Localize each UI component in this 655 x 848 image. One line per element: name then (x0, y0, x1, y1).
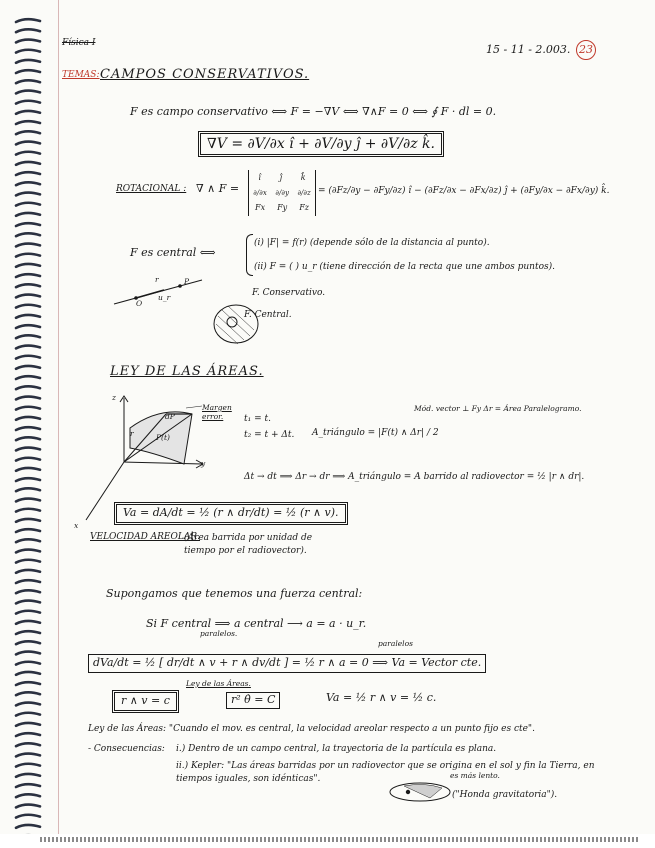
perforation-mark (408, 837, 410, 842)
spiral-coil (16, 80, 40, 83)
perforation-mark (392, 837, 394, 842)
perforation-mark (496, 837, 498, 842)
central-label: F es central ⟺ (130, 246, 216, 259)
kepler-orbit-sketch (384, 780, 454, 806)
perforation-mark (316, 837, 318, 842)
label-o: O (136, 299, 143, 308)
perforation-mark (412, 837, 414, 842)
spiral-coil (16, 560, 40, 563)
spiral-coil (16, 172, 40, 175)
set-central-label: F. Central. (244, 310, 292, 320)
paralelos-note-2: paralelos (378, 639, 413, 648)
spiral-coil (16, 601, 40, 604)
spiral-coil (16, 509, 40, 512)
perforation-mark (504, 837, 506, 842)
perforation-mark (140, 837, 142, 842)
perforation-mark (128, 837, 130, 842)
spiral-coil (16, 264, 40, 267)
det-cell: î (258, 173, 261, 182)
perforation-mark (92, 837, 94, 842)
perforation-mark (136, 837, 138, 842)
perforation-mark (588, 837, 590, 842)
perforation-mark (380, 837, 382, 842)
perforation-mark (344, 837, 346, 842)
perforation-mark (596, 837, 598, 842)
perforation-mark (460, 837, 462, 842)
angular-momentum-eq: r ∧ v = c (112, 690, 179, 713)
derivative-equation: dVa/dt = ½ [ dr/dt ∧ v + r ∧ dv/dt ] = ½ r ∧ a = 0 ⟹ Va = Vector cte. (88, 654, 486, 673)
perforation-mark (76, 837, 78, 842)
spiral-coil (16, 376, 40, 379)
spiral-coil (16, 366, 40, 369)
perforation-mark (176, 837, 178, 842)
perforation-mark (308, 837, 310, 842)
perforation-mark (468, 837, 470, 842)
spiral-coil (16, 142, 40, 145)
label-r: r (155, 275, 159, 284)
spiral-coil (16, 652, 40, 655)
perforation-mark (592, 837, 594, 842)
spiral-coil (16, 784, 40, 787)
perforation-mark (368, 837, 370, 842)
perforated-edge (0, 834, 655, 848)
perforation-mark (424, 837, 426, 842)
areolar-velocity-const: Va = ½ r ∧ v = ½ c. (326, 691, 437, 704)
spiral-coil (16, 713, 40, 716)
spiral-coil (16, 182, 40, 185)
perforation-mark (604, 837, 606, 842)
page-date: 15 - 11 - 2.003. (486, 43, 571, 56)
spiral-coil (16, 233, 40, 236)
perforation-mark (388, 837, 390, 842)
rotational-expansion: = (∂Fz/∂y − ∂Fy/∂z) î − (∂Fz/∂x − ∂Fx/∂z) ĵ + (∂Fy/∂x − ∂Fx/∂y) k̂. (318, 186, 610, 196)
spiral-coil (16, 754, 40, 757)
perforation-mark (212, 837, 214, 842)
perforation-mark (300, 837, 302, 842)
spiral-coil (16, 774, 40, 777)
spiral-coil (16, 50, 40, 53)
time-t1: t₁ = t. (244, 414, 271, 424)
perforation-mark (572, 837, 574, 842)
perforation-mark (44, 837, 46, 842)
central-condition-2: (ii) F = ( ) u_r (tiene dirección de la recta que une ambos puntos). (254, 262, 555, 272)
perforation-mark (124, 837, 126, 842)
perforation-mark (340, 837, 342, 842)
spiral-coil (16, 519, 40, 522)
velocity-formula: Va = dA/dt = ½ (r ∧ dr/dt) = ½ (r ∧ v). (114, 502, 348, 525)
perforation-mark (72, 837, 74, 842)
perforation-mark (256, 837, 258, 842)
spiral-coil (16, 427, 40, 430)
axis-y-label: y (201, 459, 206, 468)
label-prt: P(t) (156, 433, 170, 442)
perforation-mark (132, 837, 134, 842)
perforation-mark (180, 837, 182, 842)
perforation-mark (532, 837, 534, 842)
det-row (249, 185, 315, 200)
perforation-mark (204, 837, 206, 842)
margin-line (58, 0, 59, 848)
spiral-coil (16, 631, 40, 634)
spiral-coil (16, 305, 40, 308)
perforation-mark (552, 837, 554, 842)
triangle-area-formula: A_triángulo = |F(t) ∧ Δr| / 2 (312, 428, 439, 438)
perforation-mark (612, 837, 614, 842)
paralelos-note-1: paralelos. (200, 629, 238, 638)
perforation-mark (184, 837, 186, 842)
det-cell: Fz (299, 203, 309, 212)
spiral-coil (16, 468, 40, 471)
spiral-coil (16, 121, 40, 124)
perforation-mark (400, 837, 402, 842)
perforation-mark (172, 837, 174, 842)
subject-label: Física I (62, 38, 96, 48)
suppose-text: Supongamos que tenemos una fuerza central: (106, 587, 363, 600)
spiral-coil (16, 733, 40, 736)
label-r-vector: r (130, 429, 134, 438)
perforation-mark (152, 837, 154, 842)
perforation-mark (452, 837, 454, 842)
perforation-mark (600, 837, 602, 842)
perforation-mark (48, 837, 50, 842)
perforation-mark (520, 837, 522, 842)
rotational-lhs: ∇ ∧ F = (196, 182, 240, 195)
spiral-coil (16, 407, 40, 410)
spiral-coil (16, 284, 40, 287)
spiral-coil (16, 274, 40, 277)
label-p: P (184, 277, 190, 286)
det-cell: Fx (255, 203, 266, 212)
perforation-mark (616, 837, 618, 842)
spiral-coil (16, 611, 40, 614)
perforation-mark (252, 837, 254, 842)
perforation-mark (624, 837, 626, 842)
spiral-coil (16, 723, 40, 726)
topic-tag: TEMAS: (62, 70, 100, 80)
spiral-coil (16, 131, 40, 134)
perforation-mark (280, 837, 282, 842)
perforation-mark (456, 837, 458, 842)
perforation-mark (404, 837, 406, 842)
central-acceleration: Si F central ⟹ a central ⟶ a = a · u_r. (146, 617, 367, 630)
spiral-coil (16, 40, 40, 43)
spiral-coil (16, 213, 40, 216)
law-statement: Ley de las Áreas: "Cuando el mov. es central, la velocidad areolar respecto a un punto fijo es cte". (88, 724, 535, 734)
gradient-formula: ∇V = ∂V/∂x î + ∂V/∂y ĵ + ∂V/∂z k̂. (198, 131, 444, 157)
perforation-mark (432, 837, 434, 842)
det-row (249, 200, 315, 215)
spiral-coil (16, 244, 40, 247)
spiral-coil (16, 550, 40, 553)
rotational-determinant (248, 170, 316, 216)
axis-z-label: z (112, 393, 116, 402)
spiral-coil (16, 101, 40, 104)
perforation-mark (584, 837, 586, 842)
spiral-coil (16, 621, 40, 624)
perforation-mark (192, 837, 194, 842)
spiral-coil (16, 805, 40, 808)
perforation-mark (260, 837, 262, 842)
perforation-mark (40, 837, 42, 842)
det-cell: ∂/∂y (275, 188, 289, 197)
perforation-mark (220, 837, 222, 842)
perforation-mark (56, 837, 58, 842)
spiral-coil (16, 19, 40, 22)
perforation-mark (516, 837, 518, 842)
consequence-1: i.) Dentro de un campo central, la trayectoria de la partícula es plana. (176, 744, 497, 754)
perforation-mark (356, 837, 358, 842)
perforation-mark (364, 837, 366, 842)
velocity-areolar-description: (Área barrida por unidad de tiempo por el radiovector). (184, 533, 313, 556)
perforation-mark (508, 837, 510, 842)
perforation-mark (188, 837, 190, 842)
perforation-mark (420, 837, 422, 842)
velocity-areolar-label: VELOCIDAD AREOLAR. (90, 532, 200, 542)
spiral-coil (16, 397, 40, 400)
spiral-coil (16, 703, 40, 706)
perforation-mark (292, 837, 294, 842)
sets-diagram (208, 300, 268, 348)
perforation-mark (60, 837, 62, 842)
perforation-mark (360, 837, 362, 842)
perforation-mark (312, 837, 314, 842)
det-cell: ∂/∂x (253, 188, 267, 197)
spiral-coil (16, 764, 40, 767)
perforation-mark (384, 837, 386, 842)
perforation-mark (524, 837, 526, 842)
spiral-coil (16, 743, 40, 746)
spiral-coil (16, 682, 40, 685)
det-cell: Fy (277, 203, 288, 212)
perforation-mark (576, 837, 578, 842)
spiral-coil (16, 223, 40, 226)
perforation-mark (448, 837, 450, 842)
spiral-coil (16, 315, 40, 318)
parallelogram-note: Mód. vector ⊥ Fy Δr = Área Paralelogramo. (414, 404, 582, 413)
time-t2: t₂ = t + Δt. (244, 430, 295, 440)
perforation-mark (628, 837, 630, 842)
det-cell: ĵ (279, 173, 283, 182)
r2-theta-eq: r² θ̇ = C (226, 692, 280, 709)
perforation-mark (540, 837, 542, 842)
perforation-mark (544, 837, 546, 842)
perforation-mark (608, 837, 610, 842)
limit-line: Δt → dt ⟹ Δr → dr ⟹ A_triángulo = A barrido al radiovector = ½ |r ∧ dr|. (244, 472, 585, 482)
law-note: Ley de las Áreas. (186, 679, 251, 688)
consequences-label: - Consecuencias: (88, 744, 165, 754)
set-conservative-label: F. Conservativo. (252, 288, 326, 298)
perforation-mark (632, 837, 634, 842)
perforation-mark (476, 837, 478, 842)
perforation-mark (480, 837, 482, 842)
spiral-coil (16, 91, 40, 94)
perforation-mark (144, 837, 146, 842)
perforation-mark (196, 837, 198, 842)
spiral-coil (16, 60, 40, 63)
perforation-mark (352, 837, 354, 842)
perforation-mark (492, 837, 494, 842)
spiral-coil (16, 111, 40, 114)
spiral-coil (16, 203, 40, 206)
perforation-mark (248, 837, 250, 842)
perforation-mark (64, 837, 66, 842)
perforation-mark (160, 837, 162, 842)
perforation-mark (528, 837, 530, 842)
perforation-mark (336, 837, 338, 842)
perforation-mark (536, 837, 538, 842)
perforation-mark (216, 837, 218, 842)
perforation-mark (512, 837, 514, 842)
perforation-mark (348, 837, 350, 842)
perforation-mark (272, 837, 274, 842)
perforation-mark (116, 837, 118, 842)
perforation-mark (500, 837, 502, 842)
perforation-mark (568, 837, 570, 842)
spiral-coil (16, 662, 40, 665)
spiral-coil (16, 325, 40, 328)
perforation-mark (564, 837, 566, 842)
perforation-mark (104, 837, 106, 842)
perforation-mark (156, 837, 158, 842)
spiral-coil (16, 346, 40, 349)
det-cell: k̂ (300, 173, 306, 182)
perforation-mark (80, 837, 82, 842)
spiral-coil (16, 29, 40, 32)
det-row (249, 170, 315, 185)
perforation-mark (320, 837, 322, 842)
perforation-mark (236, 837, 238, 842)
axis-x-label: x (74, 521, 79, 530)
perforation-mark (428, 837, 430, 842)
spiral-coil (16, 417, 40, 420)
perforation-mark (396, 837, 398, 842)
perforation-mark (100, 837, 102, 842)
label-margin-error: Margen error. (202, 403, 232, 421)
conservative-definition: F es campo conservativo ⟺ F = −∇V ⟺ ∇∧F = 0 ⟺ ∮ F · dl = 0. (130, 105, 497, 118)
perforation-mark (276, 837, 278, 842)
spiral-coil (16, 580, 40, 583)
spiral-coil (16, 672, 40, 675)
spiral-coil (16, 437, 40, 440)
perforation-mark (304, 837, 306, 842)
perforation-mark (328, 837, 330, 842)
spiral-coil (16, 448, 40, 451)
central-brace (246, 234, 253, 276)
page-number: 23 (576, 40, 596, 60)
perforation-mark (464, 837, 466, 842)
perforation-mark (108, 837, 110, 842)
perforation-mark (288, 837, 290, 842)
spiral-coil (16, 539, 40, 542)
perforation-mark (68, 837, 70, 842)
spiral-coil (16, 499, 40, 502)
perforation-mark (232, 837, 234, 842)
perforation-mark (168, 837, 170, 842)
spiral-coil (16, 152, 40, 155)
perforation-mark (164, 837, 166, 842)
perforation-mark (268, 837, 270, 842)
perforation-mark (296, 837, 298, 842)
perforation-mark (148, 837, 150, 842)
perforation-mark (112, 837, 114, 842)
perforation-mark (208, 837, 210, 842)
spiral-coil (16, 70, 40, 73)
perforation-mark (620, 837, 622, 842)
perforation-mark (556, 837, 558, 842)
kepler-slower-note: es más lento. (450, 771, 500, 780)
perforation-mark (444, 837, 446, 842)
perforation-mark (416, 837, 418, 842)
spiral-coil (16, 641, 40, 644)
perforation-mark (240, 837, 242, 842)
spiral-coil (16, 488, 40, 491)
perforation-mark (84, 837, 86, 842)
perforation-mark (224, 837, 226, 842)
spiral-coil (16, 335, 40, 338)
spiral-coil (16, 478, 40, 481)
spiral-coil (16, 815, 40, 818)
gravitational-sling-note: ("Honda gravitatoria"). (452, 790, 558, 800)
spiral-coil (16, 570, 40, 573)
label-ur: u_r (158, 293, 171, 302)
section-title-conservative: CAMPOS CONSERVATIVOS. (100, 67, 310, 82)
spiral-coil (16, 386, 40, 389)
perforation-mark (436, 837, 438, 842)
spiral-coil (16, 356, 40, 359)
perforation-mark (560, 837, 562, 842)
spiral-coil (16, 254, 40, 257)
spiral-coil (16, 162, 40, 165)
perforation-mark (472, 837, 474, 842)
perforation-mark (120, 837, 122, 842)
spiral-coil (16, 825, 40, 828)
perforation-mark (332, 837, 334, 842)
perforation-mark (580, 837, 582, 842)
perforation-mark (484, 837, 486, 842)
spiral-coil (16, 193, 40, 196)
perforation-mark (264, 837, 266, 842)
det-cell: ∂/∂z (297, 188, 311, 197)
spiral-binding (0, 0, 70, 848)
perforation-mark (636, 837, 638, 842)
spiral-coil (16, 295, 40, 298)
perforation-mark (376, 837, 378, 842)
perforation-mark (200, 837, 202, 842)
perforation-mark (228, 837, 230, 842)
perforation-mark (440, 837, 442, 842)
section-title-areas: LEY DE LAS ÁREAS. (110, 364, 264, 379)
spiral-coil (16, 692, 40, 695)
perforation-mark (324, 837, 326, 842)
perforation-mark (372, 837, 374, 842)
spiral-coil (16, 529, 40, 532)
label-dp: dP (165, 412, 175, 421)
perforation-mark (548, 837, 550, 842)
perforation-mark (88, 837, 90, 842)
consequence-2: ii.) Kepler: "Las áreas barridas por un radiovector que se origina en el sol y fin la Tierra, en tiempos iguales, son idénticas". (176, 761, 595, 785)
perforation-mark (52, 837, 54, 842)
perforation-mark (284, 837, 286, 842)
rotational-label: ROTACIONAL : (116, 184, 187, 194)
spiral-coil (16, 794, 40, 797)
perforation-mark (488, 837, 490, 842)
perforation-mark (96, 837, 98, 842)
spiral-coil (16, 458, 40, 461)
central-condition-1: (i) |F| = f(r) (depende sólo de la distancia al punto). (254, 238, 490, 248)
spiral-coil (16, 590, 40, 593)
perforation-mark (244, 837, 246, 842)
